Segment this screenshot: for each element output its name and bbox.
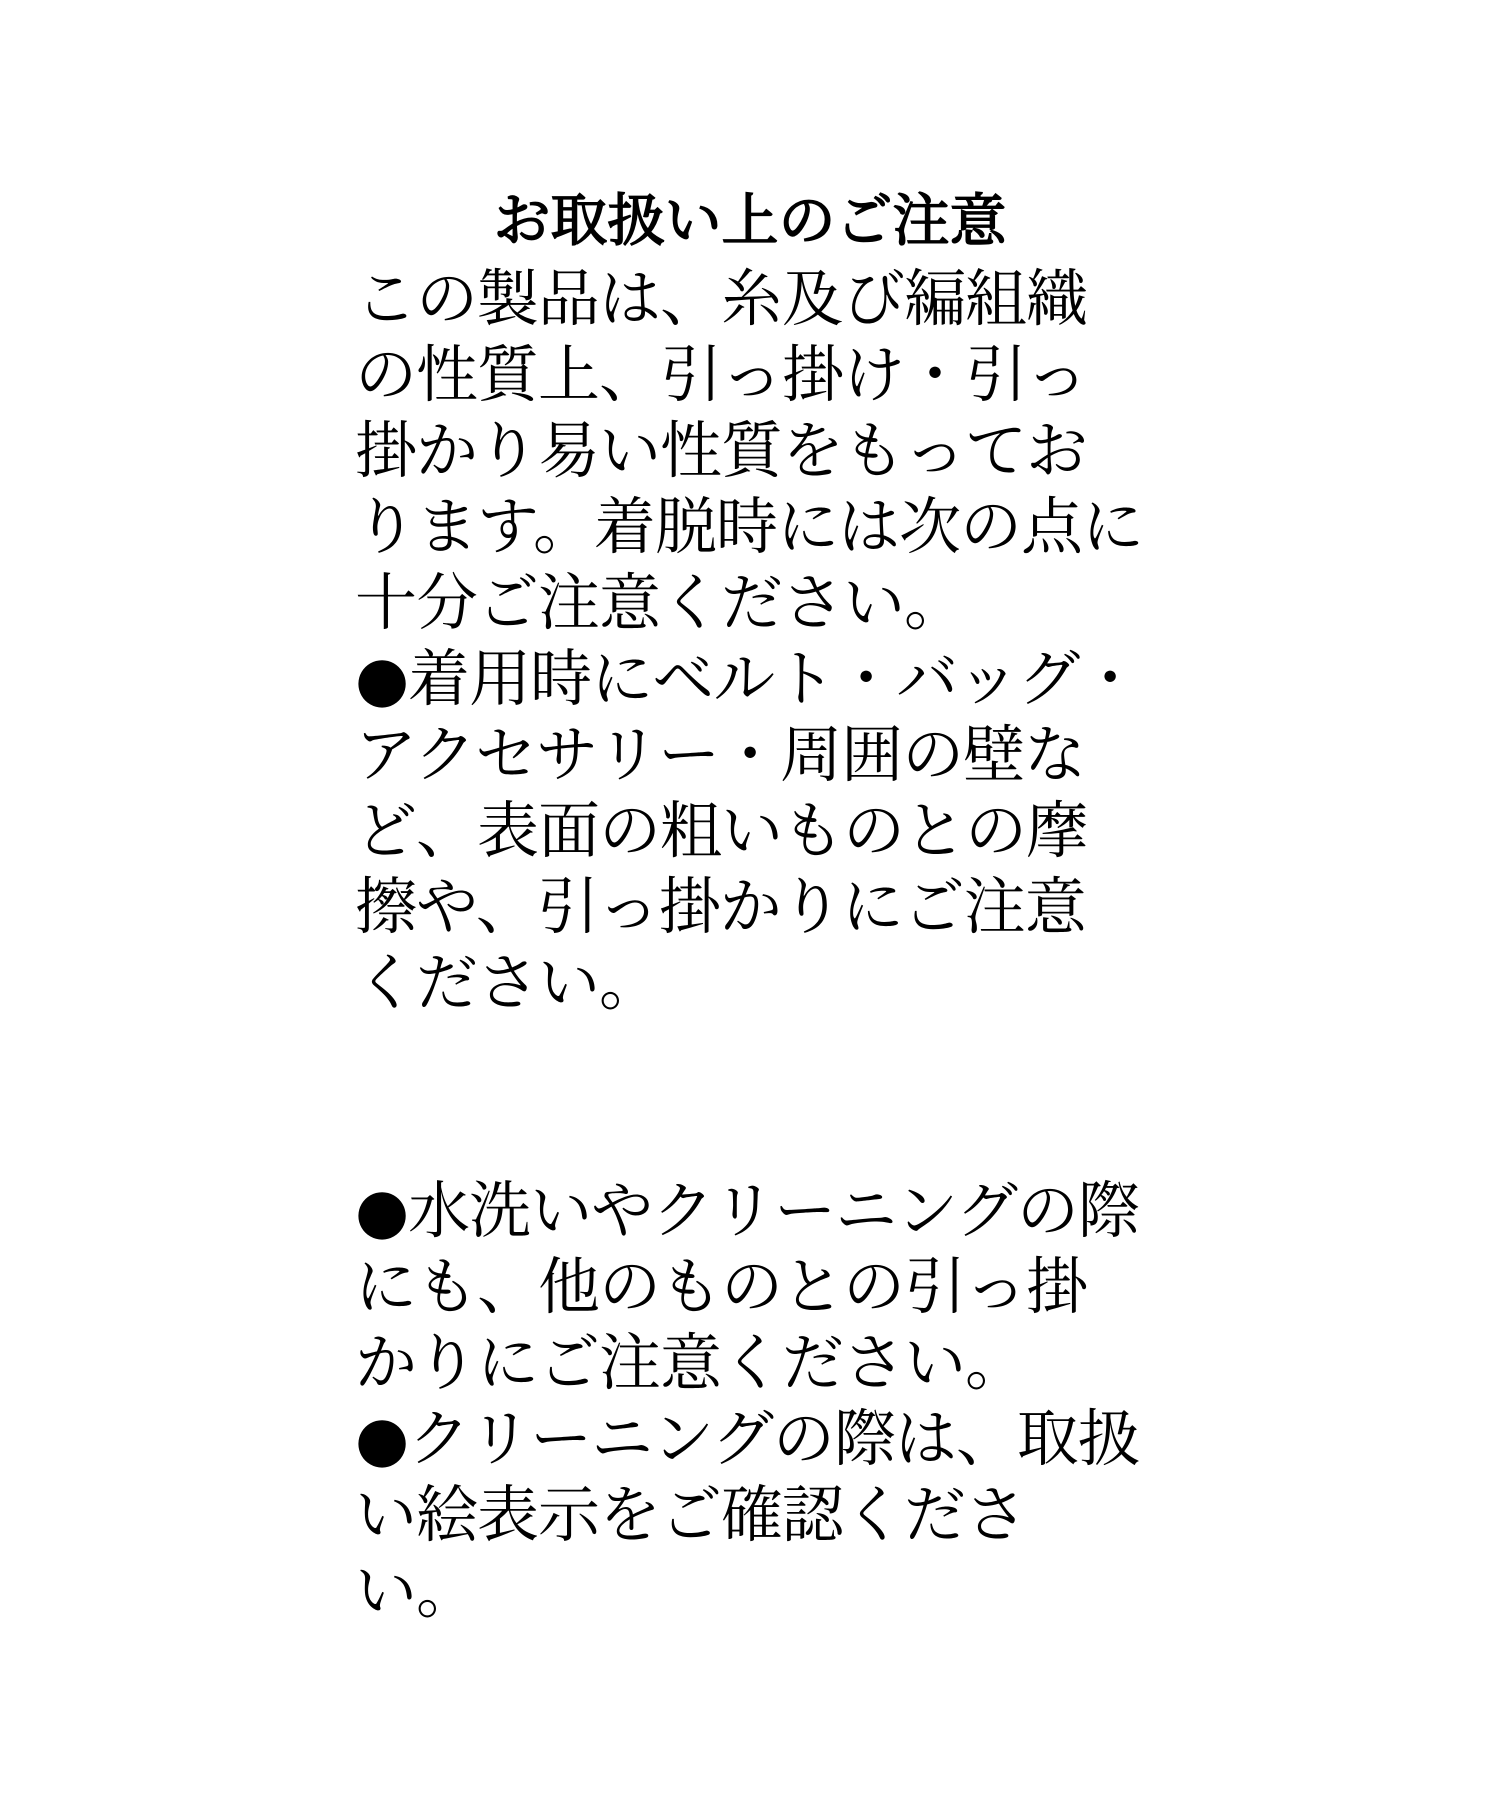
care-instructions — [355, 185, 1145, 1629]
warning-cleaning-paragraph: ●クリーニングの際は、取扱い絵表示をご確認ください。 — [355, 1402, 1139, 1627]
intro-paragraph: この製品は、糸及び編組織の性質上、引っ掛け・引っ掛かり易い性質をもっております。着脱時には次の点に十分ご注意ください。 — [355, 262, 1144, 639]
section-spacer — [355, 1021, 1145, 1173]
page-title: お取扱い上のご注意 — [493, 188, 1007, 254]
care-instructions-body — [355, 261, 1145, 1629]
warning-wash-paragraph: ●水洗いやクリーニングの際にも、他のものとの引っ掛かりにご注意ください。 — [355, 1174, 1139, 1399]
warning-wear-paragraph: ●着用時にベルト・バッグ・アクセサリー・周囲の壁など、表面の粗いものとの摩擦や、引っ掛かりにご注意ください。 — [355, 642, 1141, 1019]
